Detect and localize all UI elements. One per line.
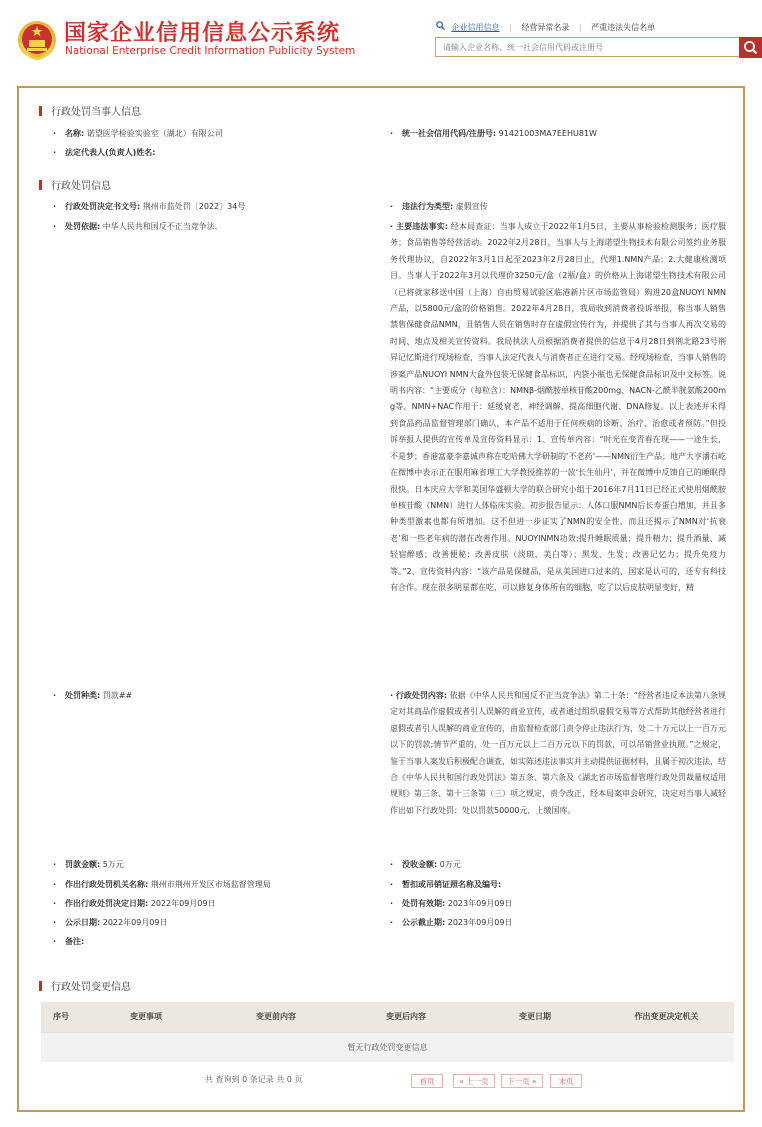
col-index: 序号 xyxy=(53,1012,69,1021)
col-before: 变更前内容 xyxy=(256,1012,296,1021)
col-after: 变更后内容 xyxy=(386,1012,426,1021)
field-publish-date: · 公示日期: 2022年09月09日 xyxy=(53,918,168,927)
col-change-item: 变更事项 xyxy=(130,1012,162,1021)
field-valid-until: · 处罚有效期: 2023年09月09日 xyxy=(390,899,513,908)
field-basis: · 处罚依据: 中华人民共和国反不正当竞争法. xyxy=(53,222,218,231)
nav-abnormal-list[interactable]: 经营异常名录 xyxy=(521,23,570,32)
search-input[interactable]: 请输入企业名称、统一社会信用代码或注册号 xyxy=(435,37,740,57)
site-header xyxy=(0,0,762,78)
section-penalty-info-title: 行政处罚信息 xyxy=(39,177,111,192)
field-main-facts: · 主要违法事实: 经本局查证：当事人成立于2022年1月5日，主要从事检验检测服务；医疗服务；食品销售等经营活动。2022年2月28日，当事人与上海诺望生物技术有限公司签约业务服务代理协议，自2022年3月1日起至2023年2月28日止，代理1.NMN产品；2.大健康检测项目。当事人于2022年3月以代理价3250元/盒（2瓶/盒）的价格从上海诺望生物技术有限公司（已将就家移送中国（上海）自由贸易试验区临港新片区市场监管局）购进20盒NUOYI NMN产品，以5800元/盒的价格销售。2022年4月28日，我局收到消费者投诉举报，称当事人销售禁售保健食品NMN，且销售人员在销售时存在虚假宣传行为，并提供了其与当事人再次交易的时间、地点及相关宣传资料。我局执法人员根据消费者提供的信息于4月28日到荆北路23号荆昇记忆斯进行现场检查，当事人法定代表人与消费者正在进行交易。经现场检查，当事人销售的涉案产品NUOYI NMN大盒外包装无保健食品标识，内袋小瓶也无保健食品标识及中文标签。说明书内容：“主要成分（每粒含）：NMNβ-烟酰胺单核苷酸200mg、NACN-乙酰半胱氨酸200mg等，NMN+NAC作用于：延缓衰老、神经调解、提高细胞代谢、DNA修复。以上表述并未得到食品药品监督管理部门确认，本产品不适用于任何疾病的诊断、治疗、治愈或者预防。”但投诉举报人提供的宣传单及宣传资料显示：1、宣传单内容：“时光在变青春在现——一途生长，不是梦；香港富豪李嘉诚声称在吃哈佛大学研制的‘不老药’——NMN衍生产品；地产大亨潘石屹在微博中表示正在服用麻省理工大学教授推荐的一款‘长生仙丹’，并在微博中反馈自己的睡眠得很快。日本庆应大学和美国华盛顿大学的联合研究小组于2016年7月11日已经正式使用烟酰胺单核苷酸（NMN）进行人体临床实验。初步报告显示：人体口服NMN后长寿蛋白增加，并且多种类型激素也都有所增加。这不但进一步证实了NMN的安全性，而且还揭示了NMN对‘抗衰老’和一些老年病的潜在改善作用。NUOYINMN功效:提升睡眠质量；提升精力；提升酒量、减轻宿醉感；改善便秘；改善皮肤（淡斑、美白等）；黑发、生发；改善记忆力；提升免疫力等。”2、宣传资料内容：“该产品是保健品，是从美国进口过来的，国家是认可的，还专有科技有合作。现在很多明星都在吃，可以修复身体所有的细胞，吃了以后皮肤明显变好，精 xyxy=(390,222,727,592)
detail-panel xyxy=(17,86,745,1112)
field-credit-code: · 统一社会信用代码/注册号: 91421003MA7EEHU81W xyxy=(390,129,597,138)
field-remark: · 备注: xyxy=(53,937,85,946)
field-publish-end: · 公示截止期: 2023年09月09日 xyxy=(390,918,513,927)
table-header xyxy=(41,1002,734,1032)
table-empty-row: 暂无行政处罚变更信息 xyxy=(41,1032,734,1062)
pager-first-button[interactable]: 首页 xyxy=(411,1074,443,1088)
field-authority: · 作出行政处罚机关名称: 荆州市荆州开发区市场监督管理局 xyxy=(53,880,271,889)
section-party-info-title: 行政处罚当事人信息 xyxy=(39,103,141,118)
field-decision-date: · 作出行政处罚决定日期: 2022年09月09日 xyxy=(53,899,216,908)
field-penalty-content: · 行政处罚内容: 依据《中华人民共和国反不正当竞争法》第二十条：“经营者违反本法第八条规定对其商品作虚假或者引人误解的商业宣传，或者通过组织虚假交易等方式帮助其他经营者进行虚假或者引人误解的商业宣传的，由监督检查部门责令停止违法行为，处二十万元以上一百万元以下的罚款;情节严重的，处一百万元以上二百万元以下的罚款，可以吊销营业执照。”之规定，鉴于当事人案发后积极配合调查，如实陈述违法事实并主动提供证据材料，且属于初次违法，结合《中华人民共和国行政处罚法》第五条、第六条及《湖北省市场监督管理行政处罚裁量权适用规则》第三条、第十三条第（三）项之规定，责令改正，经本局案审会研究，决定对当事人减轻作出如下行政处罚：处以罚款50000元，上缴国库。 xyxy=(390,691,727,815)
field-fine-amount: · 罚款金额: 5万元 xyxy=(53,860,124,869)
field-license-suspend: · 暂扣或吊销证照名称及编号: xyxy=(390,880,502,889)
top-nav: 企业信用信息 | 经营异常名录 | 严重违法失信名单 xyxy=(436,21,655,33)
field-doc-no: · 行政处罚决定书文号: 荆州市监处罚〔2022〕34号 xyxy=(53,202,246,211)
nav-serious-violation-list[interactable]: 严重违法失信名单 xyxy=(591,23,656,32)
field-name: · 名称: 诺望医学检验实验室（湖北）有限公司 xyxy=(53,129,223,138)
pager-summary: 共 查询到 0 条记录 共 0 页 xyxy=(205,1075,303,1084)
nav-credit-info[interactable]: 企业信用信息 xyxy=(451,23,500,32)
col-change-date: 变更日期 xyxy=(519,1012,551,1021)
search-button[interactable] xyxy=(739,37,762,58)
field-confiscate-amount: · 没收金额: 0万元 xyxy=(390,860,461,869)
search-icon xyxy=(739,37,762,58)
national-emblem-icon xyxy=(17,19,57,61)
field-penalty-kind: · 处罚种类: 罚款## xyxy=(53,691,133,700)
change-table xyxy=(41,1002,734,1062)
site-title-cn: 国家企业信用信息公示系统 xyxy=(64,20,341,46)
col-change-authority: 作出变更决定机关 xyxy=(634,1012,699,1021)
pager-prev-button[interactable]: « 上一页 xyxy=(453,1074,495,1088)
pager-next-button[interactable]: 下一页 » xyxy=(501,1074,543,1088)
pager-last-button[interactable]: 末页 xyxy=(550,1074,582,1088)
field-violation-type: · 违法行为类型: 虚假宣传 xyxy=(390,202,488,211)
field-legal-rep: · 法定代表人(负责人)姓名: xyxy=(53,148,156,157)
site-title-en: National Enterprise Credit Information Publicity System xyxy=(65,45,356,57)
magnifier-icon xyxy=(436,21,445,32)
section-change-info-title: 行政处罚变更信息 xyxy=(39,978,131,993)
